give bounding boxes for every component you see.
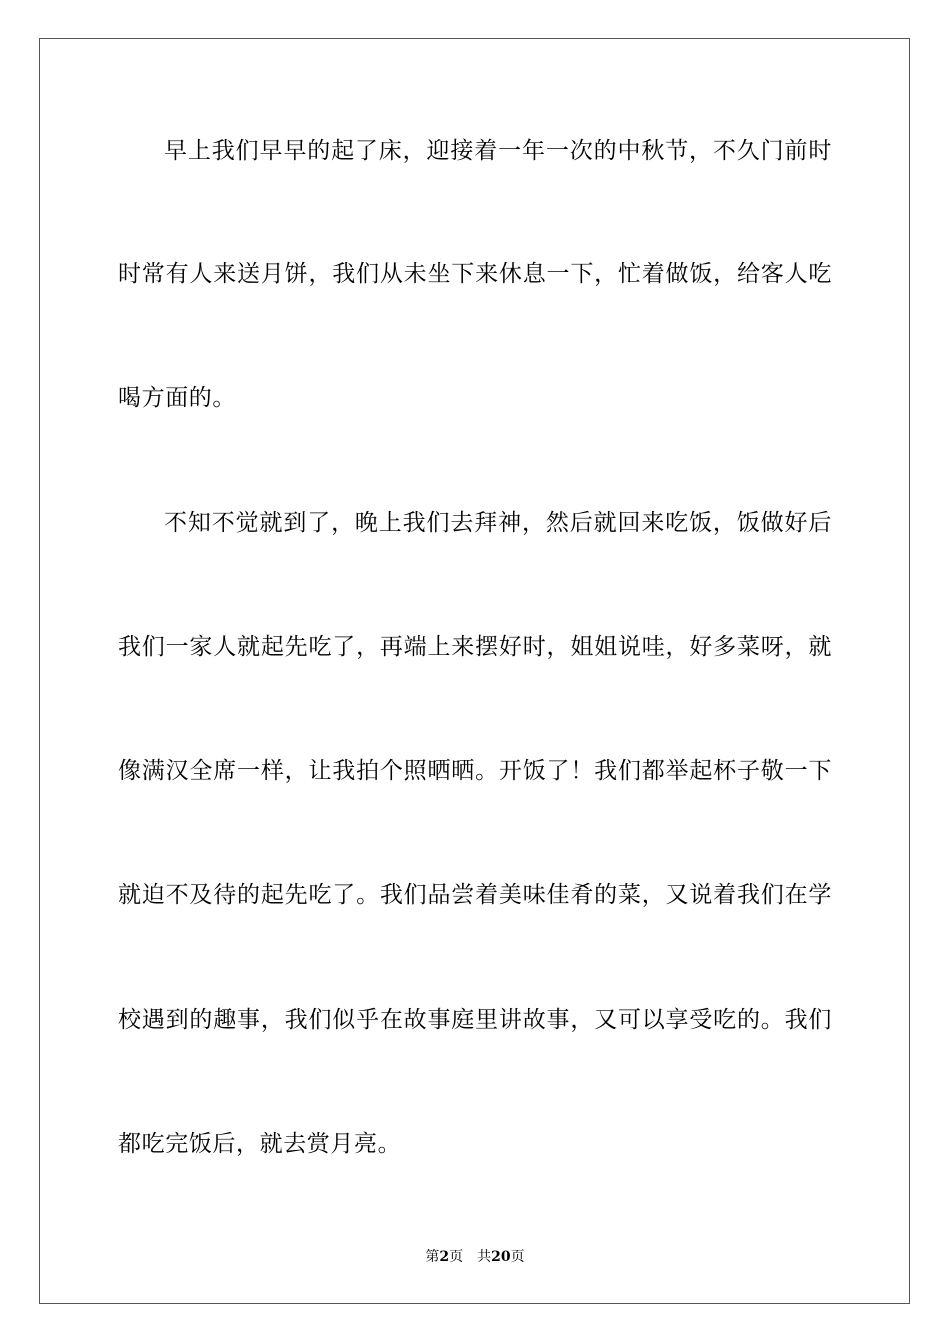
paragraph-2-line-3: 像满汉全席一样，让我拍个照晒晒。开饭了！我们都举起杯子敬一下 — [118, 758, 832, 784]
paragraph-2-line-1: 不知不觉就到了，晚上我们去拜神，然后就回来吃饭，饭做好后 — [164, 510, 832, 536]
paragraph-2-line-5: 校遇到的趣事，我们似乎在故事庭里讲故事，又可以享受吃的。我们 — [118, 1007, 832, 1033]
page-suffix: 页 — [449, 1249, 464, 1265]
paragraph-2-line-6: 都吃完饭后，就去赏月亮。 — [118, 1131, 402, 1157]
page-border — [39, 38, 910, 1304]
page-current-number: 2 — [439, 1249, 450, 1265]
total-prefix: 共 — [477, 1249, 492, 1265]
page-prefix: 第 — [425, 1249, 440, 1265]
paragraph-2-line-2: 我们一家人就起先吃了，再端上来摆好时，姐姐说哇，好多菜呀，就 — [118, 634, 832, 660]
paragraph-1-line-3: 喝方面的。 — [118, 385, 236, 411]
page-total-number: 20 — [491, 1249, 511, 1265]
page-footer — [0, 1248, 950, 1266]
paragraph-1-line-2: 时常有人来送月饼，我们从未坐下来休息一下，忙着做饭，给客人吃 — [118, 261, 832, 287]
paragraph-1-line-1: 早上我们早早的起了床，迎接着一年一次的中秋节，不久门前时 — [164, 138, 832, 164]
paragraph-2-line-4: 就迫不及待的起先吃了。我们品尝着美味佳肴的菜，又说着我们在学 — [118, 882, 832, 908]
total-suffix: 页 — [510, 1249, 525, 1265]
